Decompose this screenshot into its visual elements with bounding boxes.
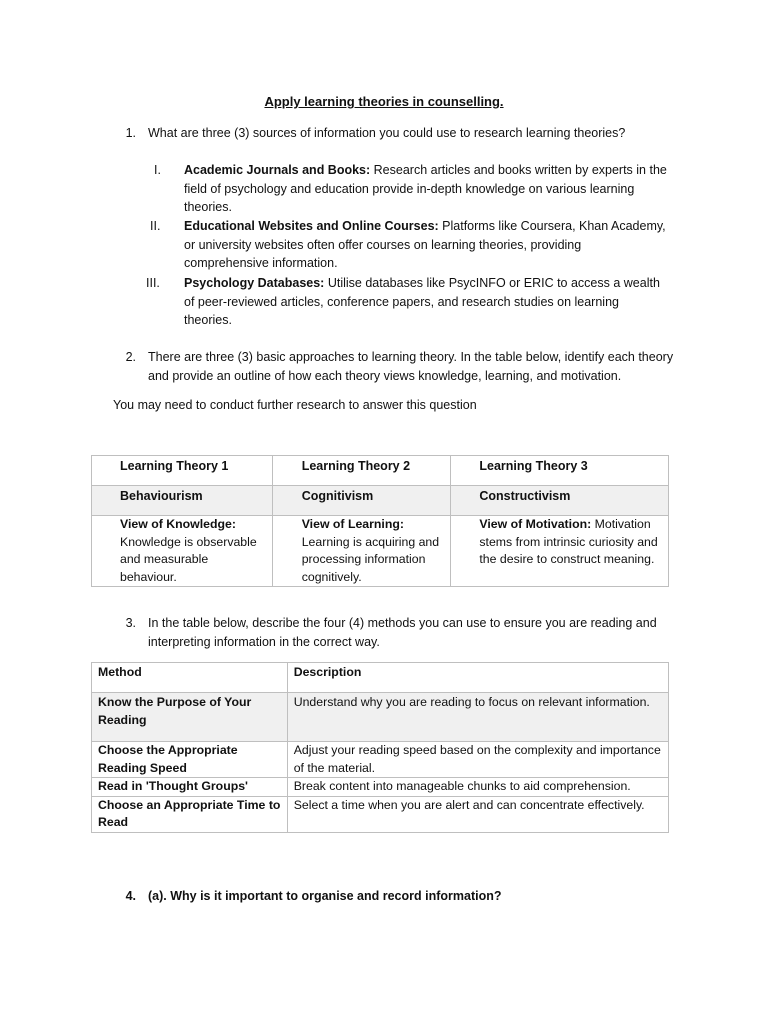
- theory-view-cell: View of Knowledge: Knowledge is observable and measurable behaviour.: [92, 516, 273, 587]
- table-row: [92, 516, 669, 587]
- question-4-number: 4.: [125, 889, 136, 903]
- document-title: Apply learning theories in counselling.: [264, 94, 504, 109]
- method-cell: Read in 'Thought Groups': [92, 778, 288, 797]
- question-2-note: You may need to conduct further research to answer this question: [113, 398, 477, 412]
- table-header-row: [92, 456, 669, 486]
- source-item-1-numeral: I.: [154, 163, 161, 177]
- question-3-number: 3.: [125, 616, 136, 630]
- description-cell: Adjust your reading speed based on the complexity and importance of the material.: [287, 742, 668, 778]
- question-2-text: There are three (3) basic approaches to learning theory. In the table below, identify each theory and provide an outline of how each theory views knowledge, learning, and motivation.: [148, 350, 674, 383]
- table-header-row: [92, 663, 669, 693]
- question-1-number: 1.: [125, 126, 136, 140]
- method-cell: Choose the Appropriate Reading Speed: [92, 742, 288, 778]
- table-header-cell: Learning Theory 2: [272, 456, 451, 486]
- question-1-text: What are three (3) sources of information you could use to research learning theories?: [148, 126, 626, 140]
- source-item-3-heading: Psychology Databases:: [184, 276, 325, 290]
- source-item-3-text: Utilise databases like PsycINFO or ERIC to access a wealth of peer-reviewed articles, conference papers, and research studies on learning theories.: [184, 276, 660, 327]
- table-header-cell: Method: [92, 663, 288, 693]
- learning-theories-table: [91, 455, 669, 587]
- source-item-2-heading: Educational Websites and Online Courses:: [184, 219, 439, 233]
- reading-methods-table: [91, 662, 669, 833]
- description-cell: Understand why you are reading to focus on relevant information.: [287, 693, 668, 742]
- question-2-number: 2.: [125, 350, 136, 364]
- question-4-text: (a). Why is it important to organise and record information?: [148, 889, 502, 903]
- theory-name-cell: Behaviourism: [92, 486, 273, 516]
- source-item-1: [140, 161, 680, 217]
- description-cell: Select a time when you are alert and can concentrate effectively.: [287, 796, 668, 832]
- table-header-cell: Learning Theory 1: [92, 456, 273, 486]
- theory-name-cell: Constructivism: [451, 486, 669, 516]
- table-row: [92, 778, 669, 797]
- source-item-3-numeral: III.: [146, 276, 160, 290]
- source-item-1-heading: Academic Journals and Books:: [184, 163, 371, 177]
- table-header-cell: Description: [287, 663, 668, 693]
- source-item-2: [140, 217, 680, 273]
- table-row: [92, 693, 669, 742]
- source-item-3: [140, 274, 680, 330]
- table-row: [92, 796, 669, 832]
- table-row: [92, 486, 669, 516]
- question-3-text: In the table below, describe the four (4) methods you can use to ensure you are reading and interpreting information in the correct way.: [148, 616, 657, 649]
- theory-view-cell: View of Motivation: Motivation stems from intrinsic curiosity and the desire to construct meaning.: [451, 516, 669, 587]
- source-item-1-text: Research articles and books written by experts in the field of psychology and education provide in-depth knowledge on various learning theories.: [184, 163, 667, 214]
- theory-name-cell: Cognitivism: [272, 486, 451, 516]
- description-cell: Break content into manageable chunks to aid comprehension.: [287, 778, 668, 797]
- source-item-2-numeral: II.: [150, 219, 161, 233]
- method-cell: Choose an Appropriate Time to Read: [92, 796, 288, 832]
- table-header-cell: Learning Theory 3: [451, 456, 669, 486]
- theory-view-cell: View of Learning: Learning is acquiring and processing information cognitively.: [272, 516, 451, 587]
- source-item-2-text: Platforms like Coursera, Khan Academy, or university websites often offer courses on learning theories, providing comprehensive information.: [184, 219, 666, 270]
- method-cell: Know the Purpose of Your Reading: [92, 693, 288, 742]
- table-row: [92, 742, 669, 778]
